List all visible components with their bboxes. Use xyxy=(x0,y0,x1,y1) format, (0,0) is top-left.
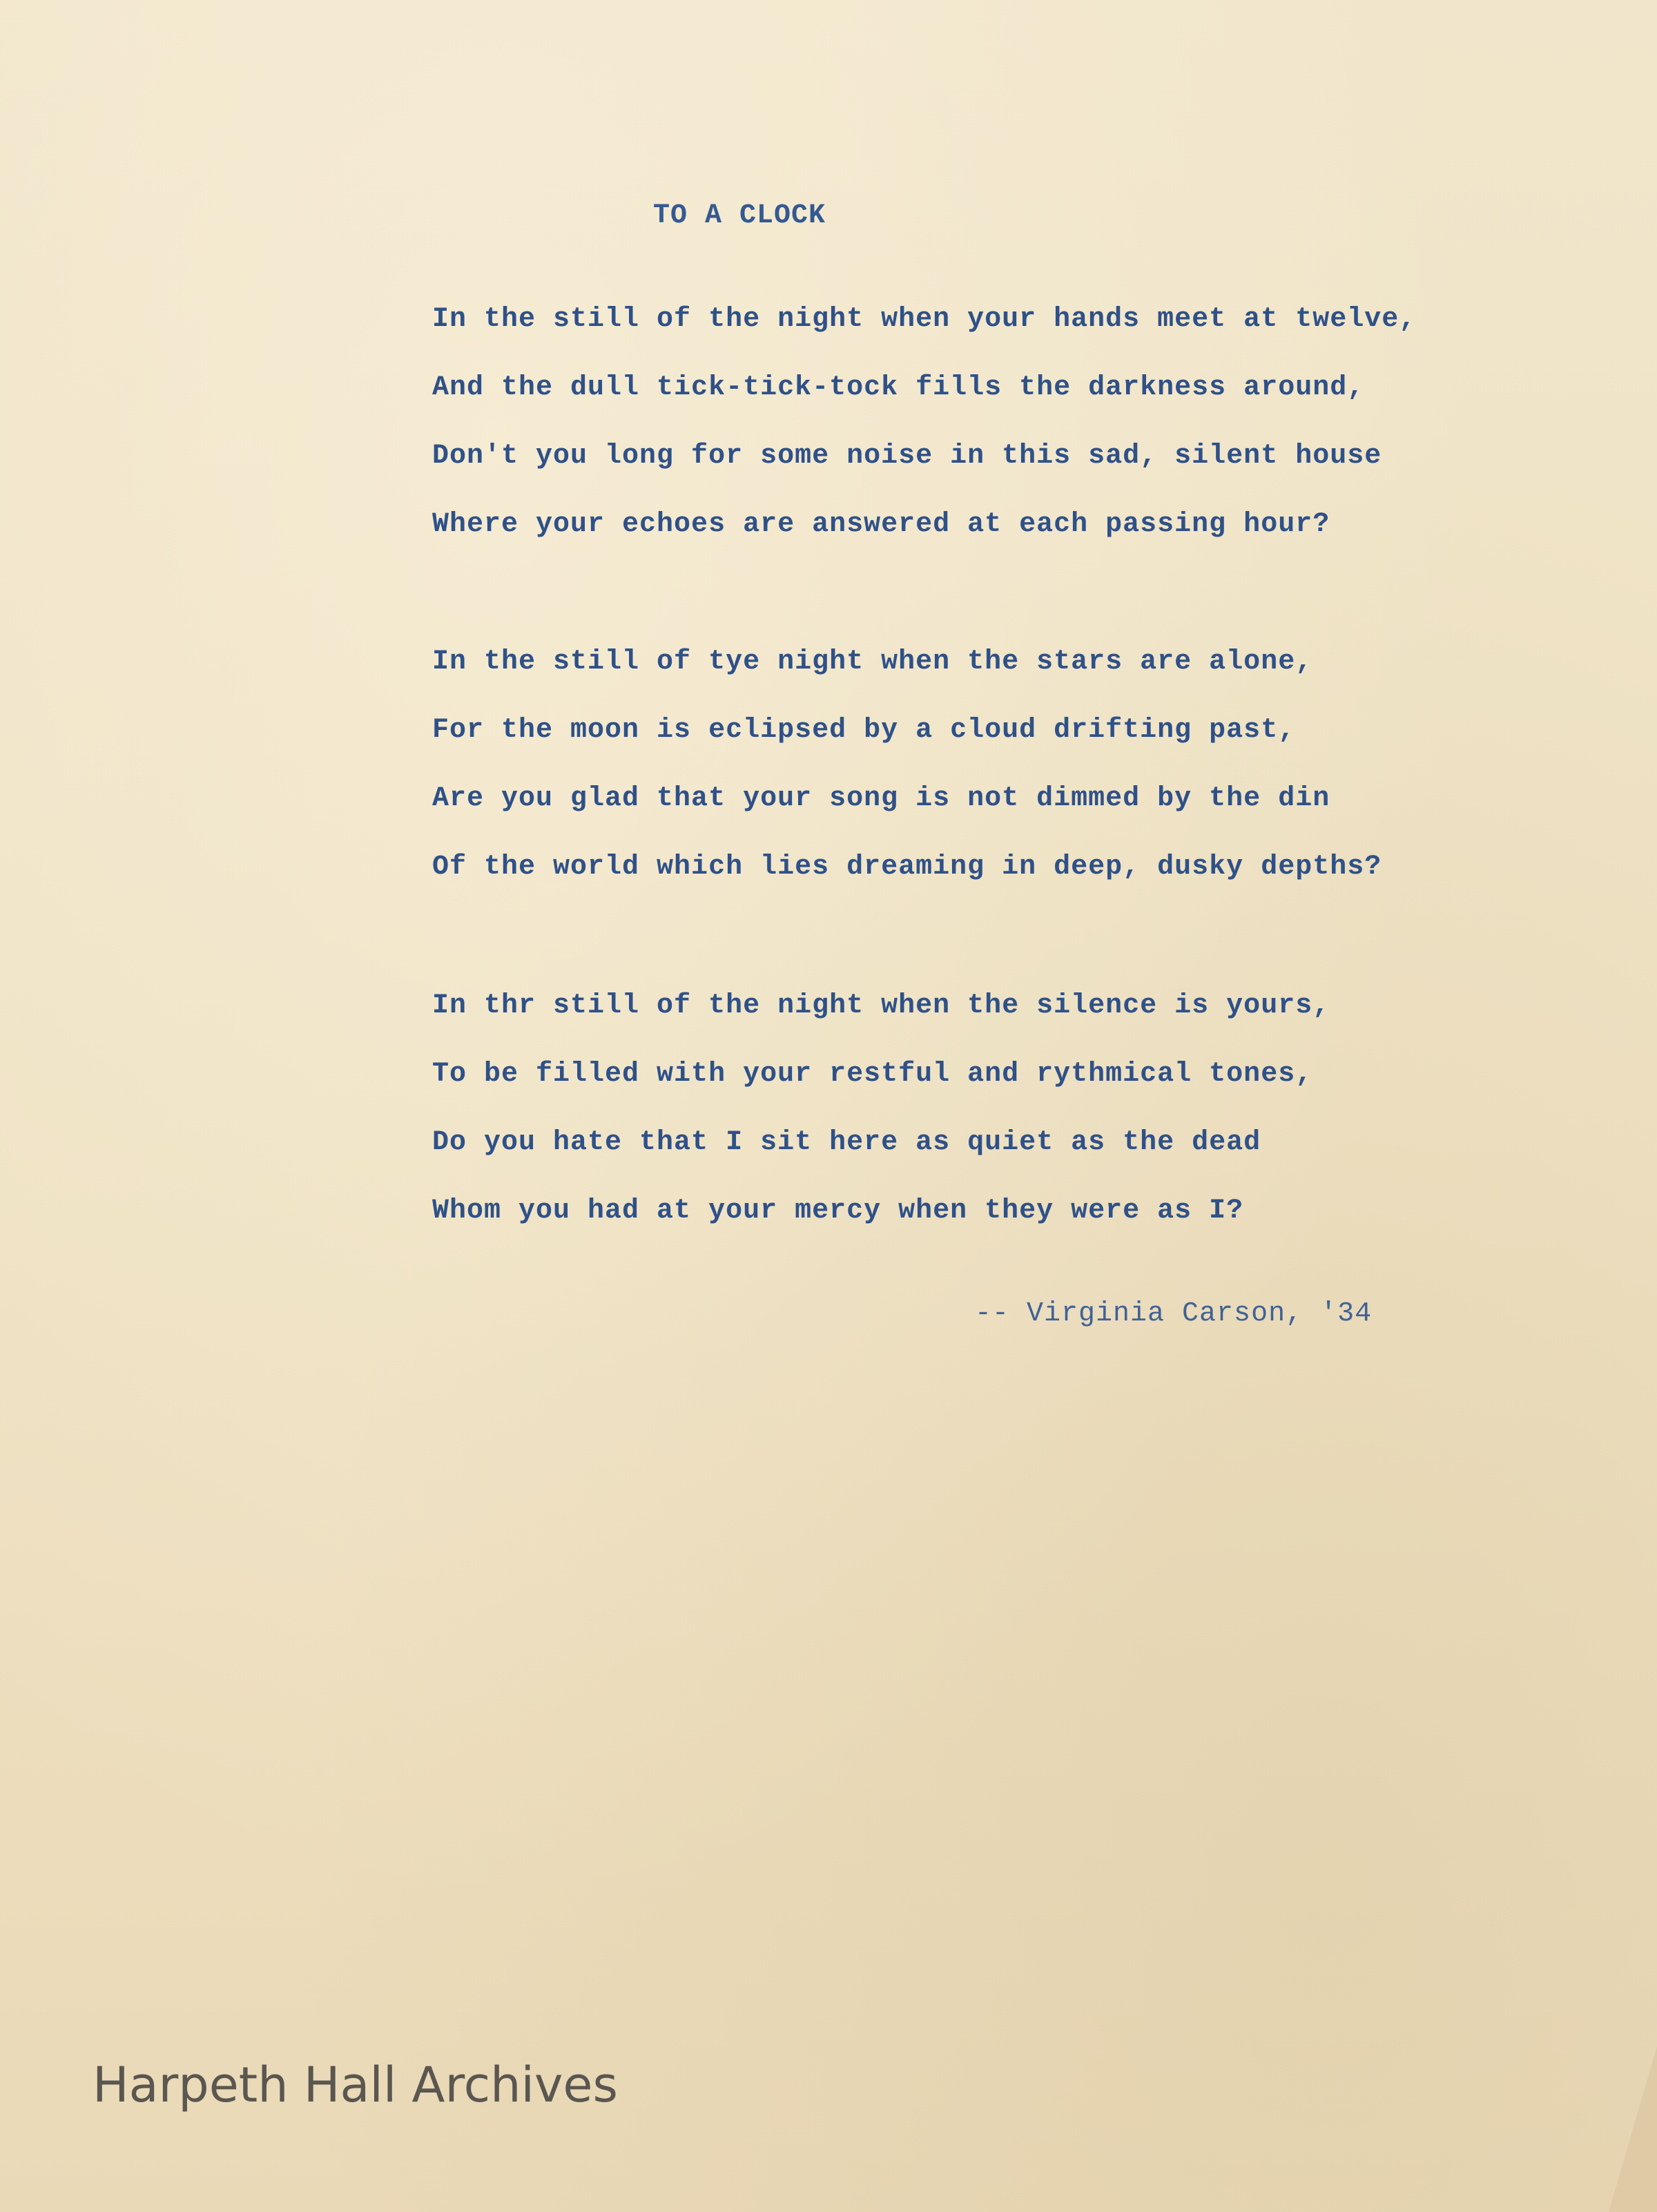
author-signature: -- Virginia Carson, '34 xyxy=(975,1298,1373,1329)
stanza-1 xyxy=(432,285,1416,559)
poem-line: For the moon is eclipsed by a cloud drifting past, xyxy=(432,715,1296,746)
page-corner-fold xyxy=(1609,2046,1657,2212)
stanza-3 xyxy=(432,972,1330,1245)
poem-line: In the still of the night when your hands meet at twelve, xyxy=(432,304,1417,335)
archive-watermark: Harpeth Hall Archives xyxy=(93,2057,618,2113)
stanza-2 xyxy=(432,628,1382,901)
poem-line: In thr still of the night when the silence is yours, xyxy=(432,990,1330,1021)
poem-line: Whom you had at your mercy when they were as I? xyxy=(432,1195,1244,1227)
poem-line: In the still of tye night when the stars are alone, xyxy=(432,646,1313,677)
poem-line: Where your echoes are answered at each passing hour? xyxy=(432,509,1330,540)
poem-line: And the dull tick-tick-tock fills the darkness around, xyxy=(432,372,1365,403)
poem-line: Don't you long for some noise in this sad, silent house xyxy=(432,441,1382,472)
poem-line: Of the world which lies dreaming in deep, dusky depths? xyxy=(432,852,1382,883)
poem-line: To be filled with your restful and rythmical tones, xyxy=(432,1059,1313,1090)
poem-title: TO A CLOCK xyxy=(653,200,826,231)
poem-line: Do you hate that I sit here as quiet as the dead xyxy=(432,1127,1261,1158)
poem-line: Are you glad that your song is not dimmed by the din xyxy=(432,783,1330,814)
